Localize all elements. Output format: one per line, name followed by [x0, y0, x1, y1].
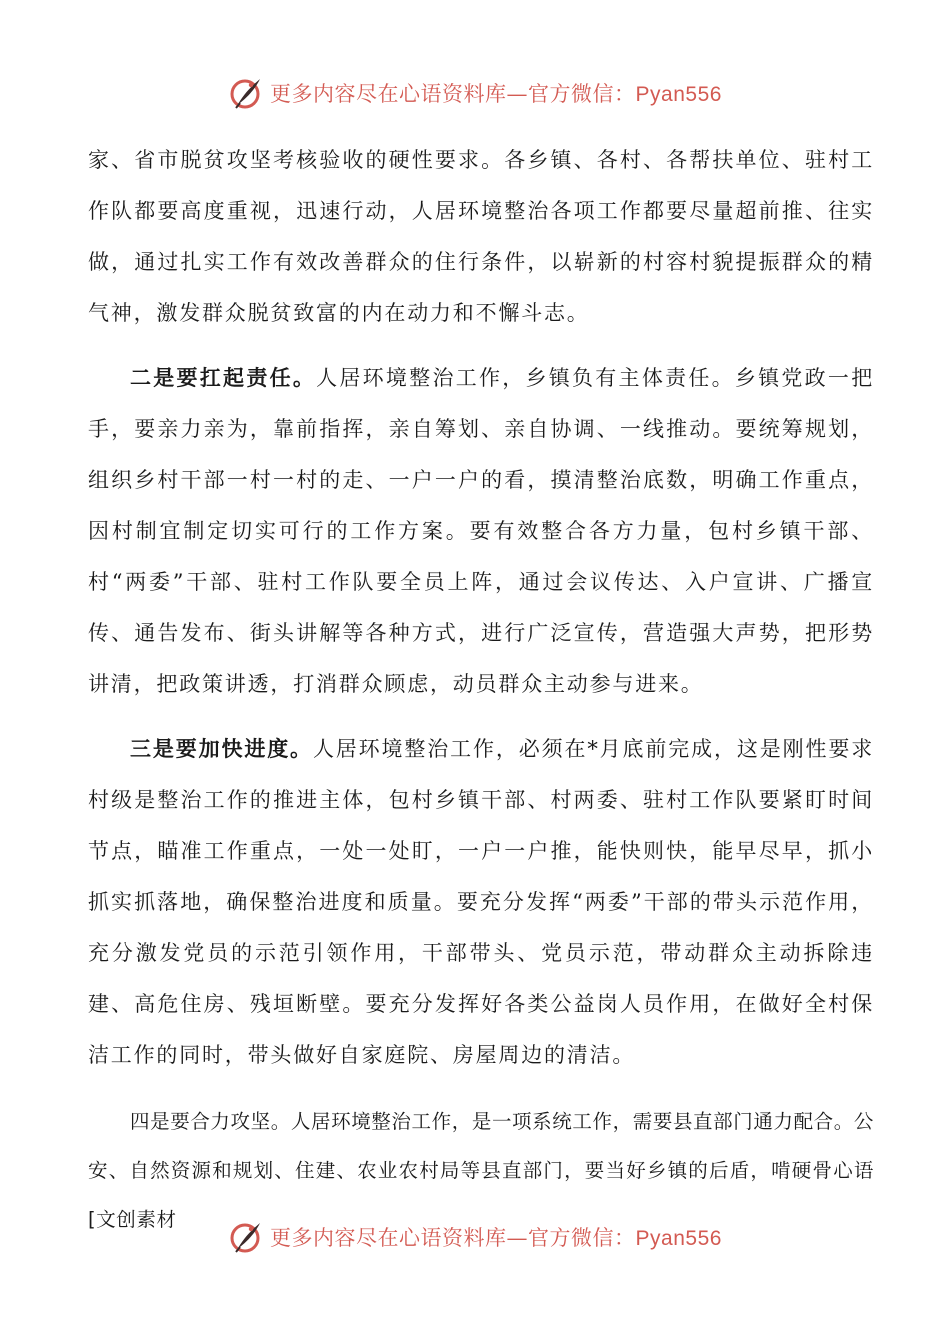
- paragraph-3-text: 人居环境整治工作，必须在*月底前完成，这是刚性要求村级是整治工作的推进主体，包村乡镇干部、村两委、驻村工作队要紧盯时间节点，瞄准工作重点，一处一处盯，一户一户推，能快则快，能早尽早，抓小抓实抓落地，确保整治进度和质量。要充分发挥“两委”干部的带头示范作用，充分激发党员的示范引领作用，干部带头、党员示范，带动群众主动拆除违建、高危住房、残垣断壁。要充分发挥好各类公益岗人员作用，在做好全村保洁工作的同时，带头做好自家庭院、房屋周边的清洁。: [88, 737, 875, 1067]
- banner-text: [270, 78, 722, 108]
- banner-wechat-id: Pyan556: [635, 83, 722, 106]
- paragraph-2-lead: 二是要扛起责任。: [130, 365, 317, 390]
- document-body: [88, 134, 874, 1244]
- quill-pen-logo-icon: [228, 1219, 264, 1255]
- paragraph-3-lead: 三是要加快进度。: [130, 736, 313, 761]
- banner-wechat-label: 官方微信：: [528, 1226, 636, 1250]
- paragraph-2-text: 人居环境整治工作，乡镇负有主体责任。乡镇党政一把手，要亲力亲为，靠前指挥，亲自筹划、亲自协调、一线推动。要统筹规划，组织乡村干部一村一村的走、一户一户的看，摸清整治底数，明确工作重点，因村制宜制定切实可行的工作方案。要有效整合各方力量，包村乡镇干部、村“两委”干部、驻村工作队要全员上阵，通过会议传达、入户宣讲、广播宣传、通告发布、街头讲解等各种方式，进行广泛宣传，营造强大声势，把形势讲清，把政策讲透，打消群众顾虑，动员群众主动参与进来。: [88, 366, 874, 696]
- banner-text: [270, 1222, 722, 1252]
- banner-wechat-label: 官方微信：: [528, 82, 636, 106]
- footer-watermark-banner: [0, 1214, 950, 1260]
- paragraph-2: [88, 352, 874, 710]
- quill-pen-logo-icon: [228, 75, 264, 111]
- paragraph-1: [88, 134, 874, 339]
- banner-separator: —: [506, 82, 529, 106]
- banner-main-text: 更多内容尽在心语资料库: [270, 82, 507, 106]
- paragraph-4-text: 四是要合力攻坚。人居环境整治工作，是一项系统工作，需要县直部门通力配合。公安、自然资源和规划、住建、农业农村局等县直部门，要当好乡镇的后盾，啃硬骨心语[文创素材: [88, 1110, 874, 1231]
- header-watermark-banner: [0, 70, 950, 116]
- paragraph-3: [88, 723, 874, 1081]
- banner-main-text: 更多内容尽在心语资料库: [270, 1226, 507, 1250]
- banner-separator: —: [506, 1226, 529, 1250]
- paragraph-1-text: 家、省市脱贫攻坚考核验收的硬性要求。各乡镇、各村、各帮扶单位、驻村工作队都要高度重视，迅速行动，人居环境整治各项工作都要尽量超前推、往实做，通过扎实工作有效改善群众的住行条件，以崭新的村容村貌提振群众的精气神，激发群众脱贫致富的内在动力和不懈斗志。: [88, 148, 874, 325]
- banner-wechat-id: Pyan556: [635, 1227, 722, 1250]
